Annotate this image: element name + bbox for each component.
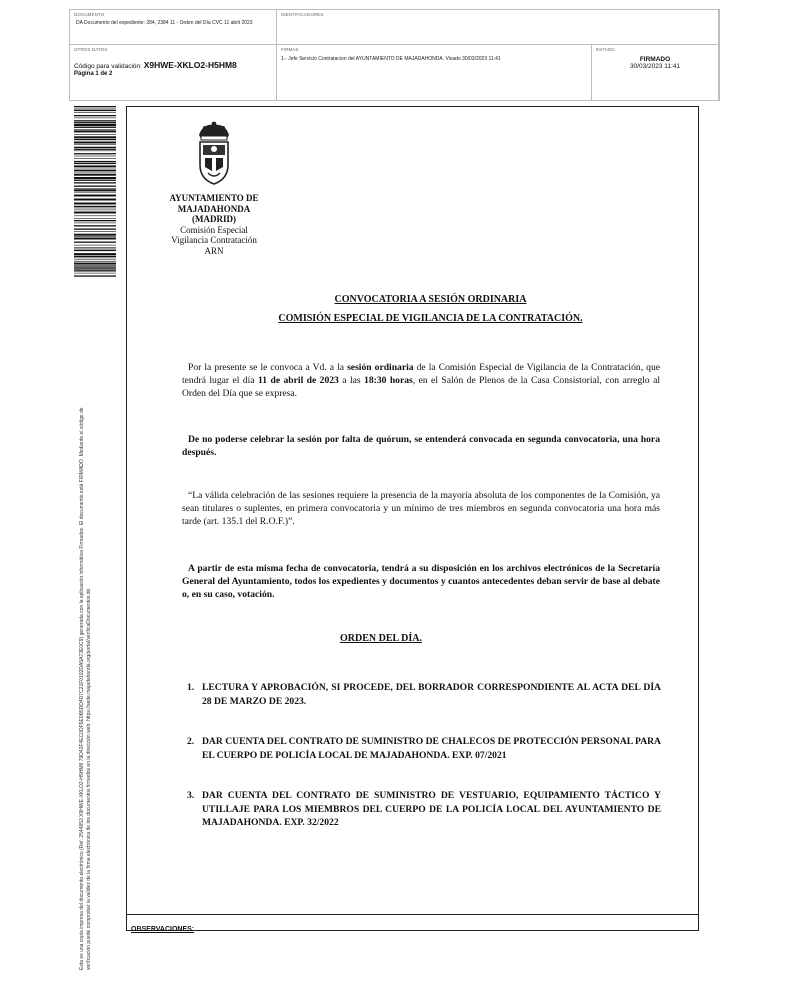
p1-sesion-ordinaria: sesión ordinaria bbox=[347, 362, 414, 373]
archives-paragraph bbox=[182, 562, 660, 601]
identificadores-cell bbox=[277, 10, 719, 45]
agenda-item bbox=[187, 681, 661, 708]
archives-text: A partir de esta misma fecha de convocatoria, tendrá a su disposición en los archivos electrónicos de la Secretaría General del Ayuntamiento, todos los expedientes y documentos y cuantos antecedentes deban servir de base al debate o, en su caso, votación. bbox=[182, 563, 660, 600]
estado-date: 30/03/2023 11:41 bbox=[629, 63, 681, 70]
documento-cell bbox=[70, 10, 277, 45]
firmas-cell bbox=[277, 45, 592, 101]
org-line-2: MAJADAHONDA bbox=[177, 203, 251, 214]
org-line-5: Vigilancia Contratación bbox=[171, 235, 257, 245]
estado-cell bbox=[592, 45, 719, 101]
validation-code-value: X9HWE-XKLO2-H5HM8 bbox=[143, 60, 237, 70]
p1-text-e: a las bbox=[338, 375, 365, 386]
organization-block bbox=[157, 193, 271, 256]
org-line-6: ARN bbox=[204, 245, 224, 256]
agenda-item bbox=[187, 735, 661, 762]
document-metadata-header bbox=[69, 9, 720, 101]
documento-value: DA Documento del expediente: 284, 2384 11 - Orden del Día CVC 11 abril 2023 bbox=[76, 20, 253, 26]
estado-value: FIRMADO bbox=[639, 56, 671, 63]
estado-label: ESTADO bbox=[596, 47, 615, 52]
validation-code-label: Código para validación: bbox=[74, 63, 142, 70]
p1-time: 18:30 horas bbox=[364, 375, 413, 386]
agenda-title: ORDEN DEL DÍA. bbox=[340, 633, 422, 644]
org-line-1: AYUNTAMIENTO DE bbox=[169, 193, 259, 203]
observations-label: OBSERVACIONES: bbox=[131, 926, 195, 933]
firmas-label: FIRMAS bbox=[281, 47, 299, 52]
observations-bar bbox=[127, 914, 698, 933]
p1-text-a: Por la presente se le convoca a Vd. a la bbox=[188, 362, 348, 373]
document-title: CONVOCATORIA A SESIÓN ORDINARIA bbox=[334, 294, 527, 305]
org-line-4: Comisión Especial bbox=[180, 224, 248, 235]
agenda-item bbox=[187, 789, 661, 830]
page-indicator: Página 1 de 2 bbox=[74, 71, 113, 77]
validation-code-line bbox=[74, 60, 272, 70]
p1-date: 11 de abril de 2023 bbox=[258, 375, 339, 386]
verification-text-line-1: Esta es una copia impresa del documento electrónico (Ref: 2544853 X9HWE-XKLO2-H5HM8 79D42F4EC0DF5E0B5DD4D7C21F0192DA5A73E0C9) generada con la aplicación informática Firmadoc. El documento está FIRMADO. Mediante el código de bbox=[79, 407, 85, 970]
rof-quote-paragraph bbox=[182, 489, 660, 528]
convocation-paragraph bbox=[182, 361, 660, 400]
quorum-paragraph bbox=[182, 433, 660, 459]
document-page-frame bbox=[126, 106, 699, 931]
otros-datos-label: OTROS DATOS bbox=[74, 47, 108, 52]
rof-quote-text: “La válida celebración de las sesiones requiere la presencia de la mayoría absoluta de los componentes de la Comisión, ya sean titulares o suplentes, en primera convocatoria y un mínimo de tres miembros en segunda convocatoria una hora más tarde (art. 135.1 del R.O.F.)”. bbox=[182, 490, 660, 527]
agenda-list bbox=[187, 681, 661, 830]
barcode-icon bbox=[74, 106, 116, 278]
agenda-item-number: 2. bbox=[187, 736, 195, 747]
coat-of-arms-icon bbox=[191, 121, 237, 187]
otros-datos-cell bbox=[70, 45, 277, 101]
document-subtitle: COMISIÓN ESPECIAL DE VIGILANCIA DE LA CONTRATACIÓN. bbox=[278, 313, 583, 324]
agenda-item-text: DAR CUENTA DEL CONTRATO DE SUMINISTRO DE VESTUARIO, EQUIPAMIENTO TÁCTICO Y UTILLAJE PARA LOS MIEMBROS DEL CUERPO DE LA POLICÍA LOCAL DEL AYUNTAMIENTO DE MAJADAHONDA. EXP. 32/2022 bbox=[202, 790, 661, 828]
agenda-item-number: 1. bbox=[187, 682, 195, 693]
verification-text-line-2: verificación puede comprobar la validez de la firma electrónica de los documentos firmados en la dirección web: https://sede.majadahonda.org/portal/verificaDocumentos.do bbox=[86, 588, 92, 970]
agenda-item-text: LECTURA Y APROBACIÓN, SI PROCEDE, DEL BORRADOR CORRESPONDIENTE AL ACTA DEL DÍA 28 DE MARZO DE 2023. bbox=[202, 682, 661, 707]
agenda-item-text: DAR CUENTA DEL CONTRATO DE SUMINISTRO DE CHALECOS DE PROTECCIÓN PERSONAL PARA EL CUERPO DE POLICÍA LOCAL DE MAJADAHONDA. EXP. 07/2021 bbox=[202, 736, 661, 761]
quorum-text: De no poderse celebrar la sesión por falta de quórum, se entenderá convocada en segunda convocatoria, una hora después. bbox=[182, 434, 660, 458]
firmas-value: 1.- Jefe Servicio Contratacion del AYUNTAMIENTO DE MAJADAHONDA. Visado 30/03/2023 11:41 bbox=[281, 56, 501, 62]
org-line-3: (MADRID) bbox=[192, 214, 236, 224]
p1-text-g: , en el Salón de Plenos de la Casa Consistorial, con arreglo al Orden del Día que se expresa. bbox=[182, 375, 660, 399]
p1-text-c: de la Comisión Especial de Vigilancia de la Contratación, que tendrá lugar el día bbox=[182, 362, 660, 386]
agenda-item-number: 3. bbox=[187, 790, 195, 801]
identificadores-label: IDENTIFICADORES bbox=[281, 12, 324, 17]
documento-label: DOCUMENTO bbox=[74, 12, 105, 17]
verification-side-text bbox=[79, 295, 93, 970]
